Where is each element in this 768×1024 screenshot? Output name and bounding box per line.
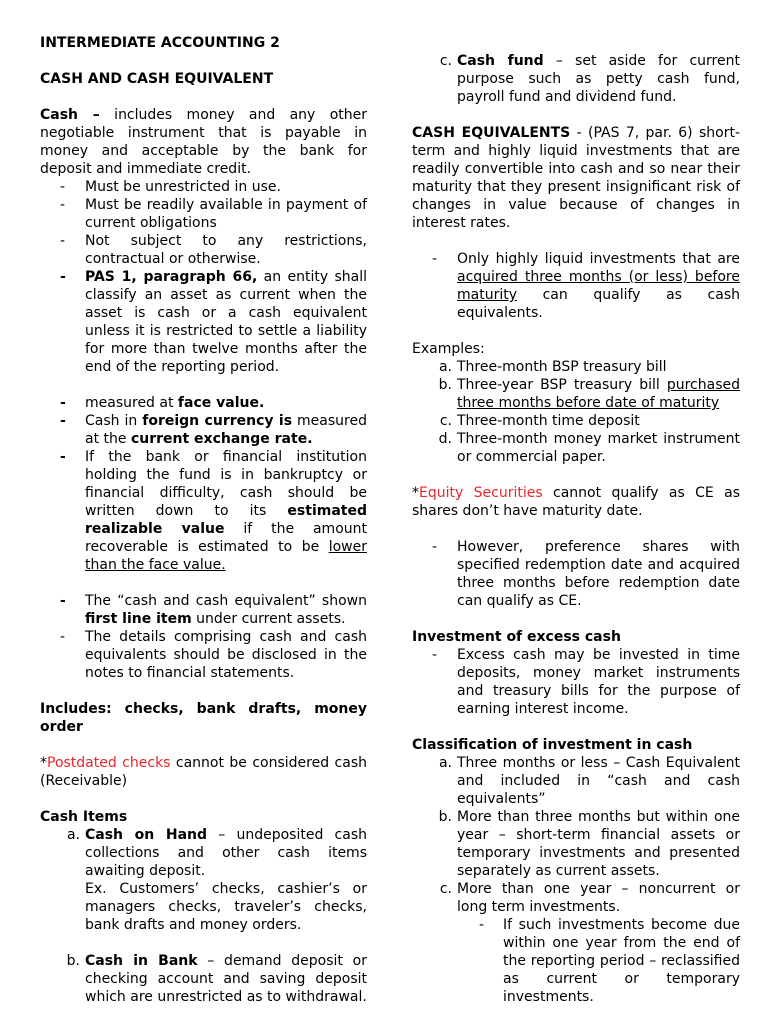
list-item: - Not subject to any restrictions, contractual or otherwise. <box>60 233 367 267</box>
list-item-example: Ex. Customers’ checks, cashier’s or managers checks, traveler’s checks, bank drafts and money orders. <box>85 881 367 933</box>
left-column <box>40 34 367 1006</box>
examples-heading: Examples: <box>412 341 485 357</box>
list-item-nested: - If such investments become due within one year from the end of the reporting period – reclassified as current or temporary investments. <box>479 917 740 1005</box>
postdated-note: *Postdated checks cannot be considered cash (Receivable) <box>40 755 367 789</box>
list-item: - The “cash and cash equivalent” shown first line item under current assets. <box>60 593 367 627</box>
list-item: - Cash in foreign currency is measured at the current exchange rate. <box>60 413 367 447</box>
section-title: CASH AND CASH EQUIVALENT <box>40 71 274 87</box>
list-item: b. Cash in Bank – demand deposit or checking account and saving deposit which are unrestricted as to withdrawal. <box>66 953 367 1005</box>
list-item: c. More than one year – noncurrent or long term investments. <box>439 881 740 915</box>
investment-heading: Investment of excess cash <box>412 629 621 645</box>
list-item: a. Three-month BSP treasury bill <box>438 359 667 375</box>
list-item: - Only highly liquid investments that are acquired three months (or less) before maturity can qualify as cash equivalents. <box>432 251 740 321</box>
list-item: b. Three-year BSP treasury bill purchased three months before date of maturity <box>438 377 740 411</box>
right-column <box>412 52 740 1006</box>
list-item: a. Three months or less – Cash Equivalent and included in “cash and cash equivalents” <box>438 755 740 807</box>
list-item: - Must be readily available in payment of current obligations <box>60 197 367 231</box>
list-item: c. Cash fund – set aside for current purpose such as petty cash fund, payroll fund and dividend fund. <box>439 53 740 105</box>
list-item: b. More than three months but within one year – short-term financial assets or temporary investments and presented separately as current assets. <box>438 809 740 879</box>
cash-equivalents-definition: CASH EQUIVALENTS - (PAS 7, par. 6) short-term and highly liquid investments that are readily convertible into cash and so near their maturity that they present insignificant risk of changes in value because of changes in interest rates. <box>412 125 740 231</box>
list-item: - The details comprising cash and cash equivalents should be disclosed in the notes to financial statements. <box>60 629 367 681</box>
document-title: INTERMEDIATE ACCOUNTING 2 <box>40 35 280 51</box>
list-item: - If the bank or financial institution holding the fund is in bankruptcy or financial difficulty, cash should be written down to its estimated realizable value if the amount recoverable is estimated to be lower than the face value. <box>60 449 367 573</box>
cash-definition: Cash – includes money and any other negotiable instrument that is payable in money and acceptable by the bank for deposit and immediate credit. <box>40 107 367 177</box>
list-item: - Must be unrestricted in use. <box>60 179 281 195</box>
list-item: a. Cash on Hand – undeposited cash collections and other cash items awaiting deposit. <box>66 827 367 879</box>
list-item: - Excess cash may be invested in time deposits, money market instruments and treasury bills for the purpose of earning interest income. <box>432 647 740 717</box>
classification-heading: Classification of investment in cash <box>412 737 693 753</box>
list-item: - PAS 1, paragraph 66, an entity shall classify an asset as current when the asset is cash or a cash equivalent unless it is restricted to settle a liability for more than twelve months after the end of the reporting period. <box>60 269 367 375</box>
list-item: d. Three-month money market instrument or commercial paper. <box>438 431 740 465</box>
includes-heading: Includes: checks, bank drafts, money order <box>40 701 367 735</box>
list-item: - However, preference shares with specified redemption date and acquired three months before redemption date can qualify as CE. <box>432 539 740 609</box>
cash-items-heading: Cash Items <box>40 809 128 825</box>
list-item: c. Three-month time deposit <box>439 413 640 429</box>
equity-note: *Equity Securities cannot qualify as CE as shares don’t have maturity date. <box>412 485 740 519</box>
list-item: - measured at face value. <box>60 395 265 411</box>
